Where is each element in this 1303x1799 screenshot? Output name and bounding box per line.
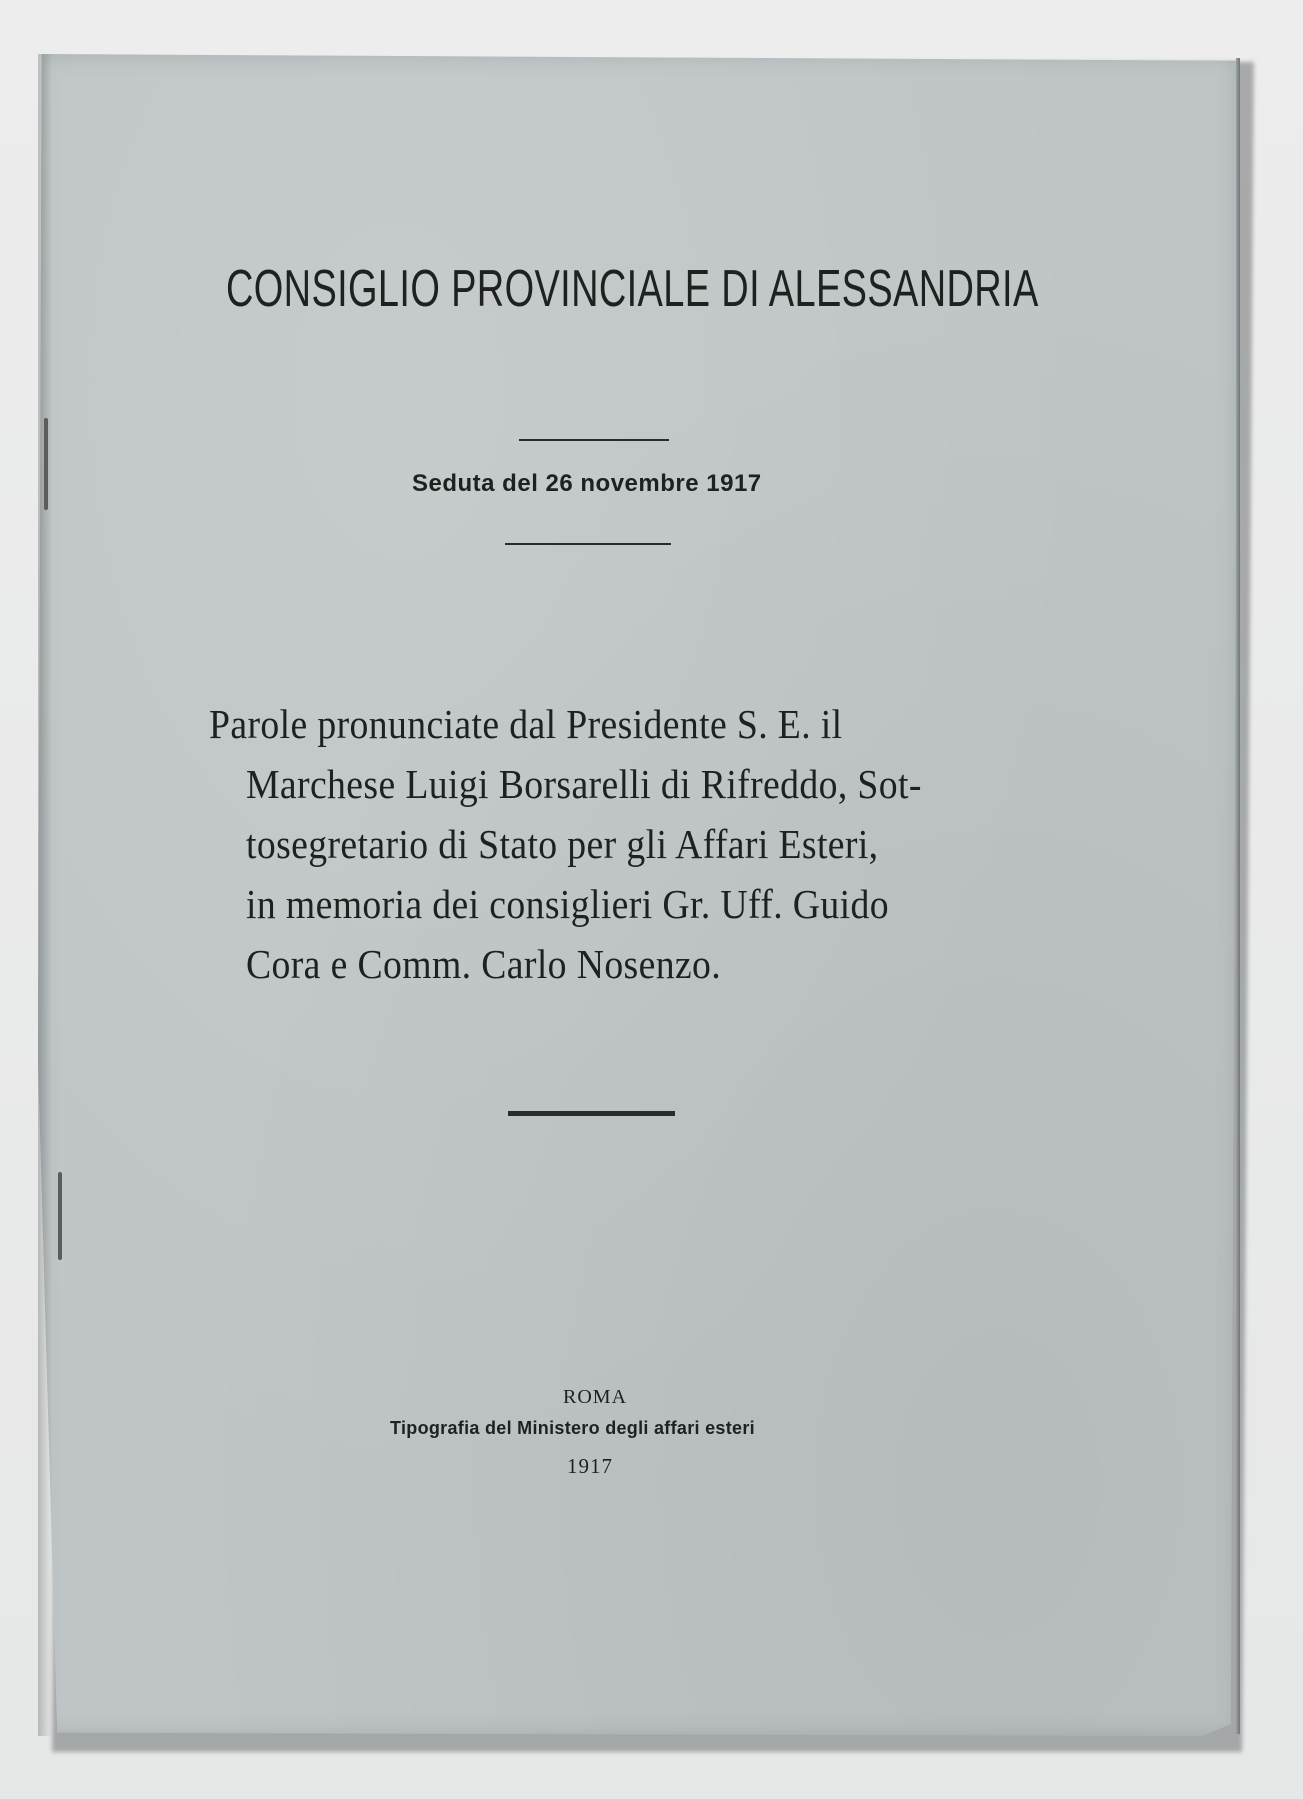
body-line-4: in memoria dei consiglieri Gr. Uff. Guido xyxy=(246,881,889,927)
session-date: Seduta del 26 novembre 1917 xyxy=(412,470,762,497)
divider-bold xyxy=(508,1111,675,1116)
pamphlet-spine xyxy=(38,54,52,1736)
staple-bottom xyxy=(58,1172,62,1260)
divider-middle xyxy=(505,543,671,545)
imprint-year: 1917 xyxy=(567,1454,613,1478)
body-line-1: Parole pronunciate dal Presidente S. E. il xyxy=(209,701,843,747)
body-line-2: Marchese Luigi Borsarelli di Rifreddo, Sot- xyxy=(246,761,922,807)
imprint-place: ROMA xyxy=(563,1386,628,1408)
body-line-3: tosegretario di Stato per gli Affari Esteri, xyxy=(246,821,879,867)
staple-top xyxy=(44,418,48,510)
body-line-5: Cora e Comm. Carlo Nosenzo. xyxy=(246,941,722,987)
divider-top xyxy=(519,439,669,441)
page-edge xyxy=(1236,58,1240,1734)
imprint-printer: Tipografia del Ministero degli affari esteri xyxy=(390,1418,755,1438)
cover-title: CONSIGLIO PROVINCIALE DI ALESSANDRIA xyxy=(226,260,1039,318)
